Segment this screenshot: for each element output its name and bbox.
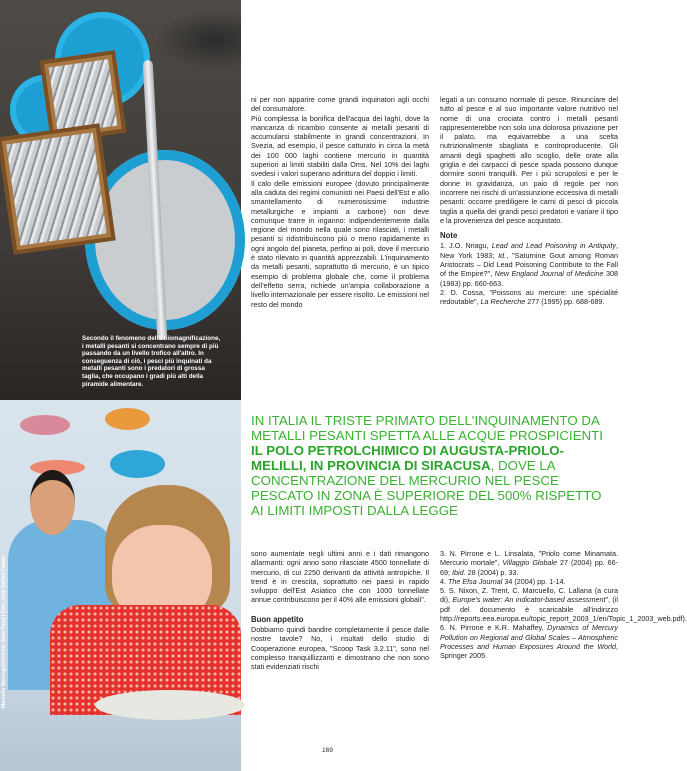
fish-crate: [0, 123, 116, 254]
notes-column: [440, 549, 687, 661]
note-item: 1. J.O. Nriagu, Lead and Lead Poisoning in Antiquity, New York 1983; Id., "Saturnine Gout among Roman Aristocrats – Did Lead Poisoning Contribute to the Fall of the Empire?", New England Journal of Medicine 308 (1983) pp. 660-663.: [440, 241, 618, 288]
photo-fish-market: [0, 0, 241, 400]
page-number: 169: [322, 747, 333, 754]
body-column-1: [251, 95, 429, 309]
note-item: 2. D. Cossa, "Poissons au mercure: une spécialité redoutable", La Recherche 277 (1995) pp. 688-689.: [440, 287, 618, 307]
note-item: 4. The Efsa Journal 34 (2004) pp. 1-14.: [440, 576, 566, 586]
photo-caption: Secondo il fenomeno della biomagnificazione, i metalli pesanti si concentrano sempre di più passando da un livello trofico all'altro. In conseguenza di ciò, i pesci più inquinati da metalli pesanti sono i predatori di grossa taglia, che occupano i gradi più alti della piramide alimentare.: [82, 335, 221, 388]
note-item: 5. S. Nixon, Z. Trent, C. Marcuello, C. Lallana (a cura di), Europe's water: An indicator-based assessment", (il pdf del documento è scaricabile all'indirizzo http://reports.eea.europa.eu/topic_report_2003_1/en/Topic_1_2003_web.pdf).: [440, 586, 687, 624]
plate-of-mussels: [95, 690, 245, 720]
paragraph: sono aumentate negli ultimi anni e i dati rimangono allarmanti: ogni anno sono rilasciate 4500 tonnellate di mercurio, di cui 2250 derivanti da attività antropiche. Il trend è in crescita, soprattutto nei paesi in rapido sviluppo dell'Est Asiatico che con 1000 tonnellate annue contribuiscono per il 40% alle emissioni globali".: [251, 549, 429, 605]
notes-list: [440, 241, 618, 306]
photo-child-eating: [0, 400, 241, 771]
photo-credit: Marcello Marengo/Archivio Slow Food | Foto José Carlos Fadda: [1, 556, 7, 708]
section-heading: Buon appetito: [251, 614, 304, 624]
paragraph: Dobbiamo quindi bandire completamente il pesce dalle nostre tavole? No, i risultati dello studio di Cooperazione europea, "Scoop Task 3.2.11", sono nel complesso tranquillizzanti e dimostrano che non sono stati evidenziati rischi: [251, 625, 429, 672]
wall-fish-drawing: [20, 415, 70, 435]
note-item: 6. N. Pirrone e K.R. Mahaffey, Dynamics of Mercury Pollution on Regional and Global Scales – Atmospheric Processes and Human Exposures Around the World, Springer 2005.: [440, 623, 618, 661]
body-column-2: [440, 95, 618, 307]
body-column-3: [251, 549, 429, 672]
notes-heading: Note: [440, 231, 458, 241]
paragraph: Il calo delle emissioni europee (dovuto principalmente alla caduta dei regimi comunisti nei Paesi dell'Est e allo smantellamento di numerosissime industrie metallurgiche e impianti a carbone) non deve comunque trarre in inganno: indipendentemente dalla regione del mondo nella quale sono rilasciati, i metalli pesanti si ridistribuiscono più o meno rapidamente in ogni angolo del pianeta, perfino ai poli, dove il mercurio è stato rilevato in quantità apprezzabili. L'inquinamento da metalli pesanti, soprattutto di mercurio, è un tipico esempio di problema globale che, come il problema dell'effetto serra, richiede un'ampia collaborazione a livello internazionale per essere risolto. Le emissioni nel resto del mondo: [251, 178, 429, 309]
woman-head: [30, 470, 75, 535]
paragraph: Più complessa la bonifica dell'acqua dei laghi, dove la mancanza di ricambio consente ai metalli pesanti di accumularsi stabilmente in grandi concentrazioni. In Svezia, ad esempio, il pesce catturato in circa la metà dei 100 000 laghi contiene mercurio in quantità superiori ai limiti stabiliti dalla Oms. Nel 10% dei laghi svedesi i valori superano adirittura del doppio i limiti.: [251, 113, 429, 179]
wall-fish-drawing: [110, 450, 165, 478]
paragraph: legati a un consumo normale di pesce. Rinunciare del tutto al pesce e al suo importante valore nutritivo nel nome di una crociata contro i metalli pesanti rappresenterebbe non solo una dolorosa privazione per il palato, ma equivarrebbe a una scelta nutrizionalmente sbagliata e controproducente. Gli amanti degli spaghetti allo scoglio, delle orate alla griglia e dei carpacci di pesce spada possono dunque dormire sonni tranquilli. Per i più scrupolosi e per le donne in gravidanza, un paio di regole per non incorrere nei rischi di un'assunzione eccessiva di metalli pesanti: occorre prediligere le carni di pesci di piccola taglia a quella dei grandi pesci predatori e variare il tipo e la provenienza del pesce acquistato.: [440, 95, 618, 225]
note-item: 3. N. Pirrone e L. Linsalata, "Priolo come Minamata. Mercurio mortale", Villaggio Globale 27 (2004) pp. 66-69; Ibid. 28 (2004) p. 33.: [440, 549, 619, 577]
wall-fish-drawing: [105, 408, 150, 430]
pull-quote: IN ITALIA IL TRISTE PRIMATO DELL'INQUINAMENTO DA METALLI PESANTI SPETTA ALLE ACQUE PROSPICIENTI IL POLO PETROLCHIMICO DI AUGUSTA-PRIOLO-MELILLI, IN PROVINCIA DI SIRACUSA, DOVE LA CONCENTRAZIONE DEL MERCURIO NEL PESCE PESCATO IN ZONA È SUPERIORE DEL 500% RISPETTO AI LIMITI IMPOSTI DALLA LEGGE: [251, 413, 603, 518]
paragraph: ni per non apparire come grandi inquinatori agli occhi del consumatore.: [251, 95, 429, 114]
